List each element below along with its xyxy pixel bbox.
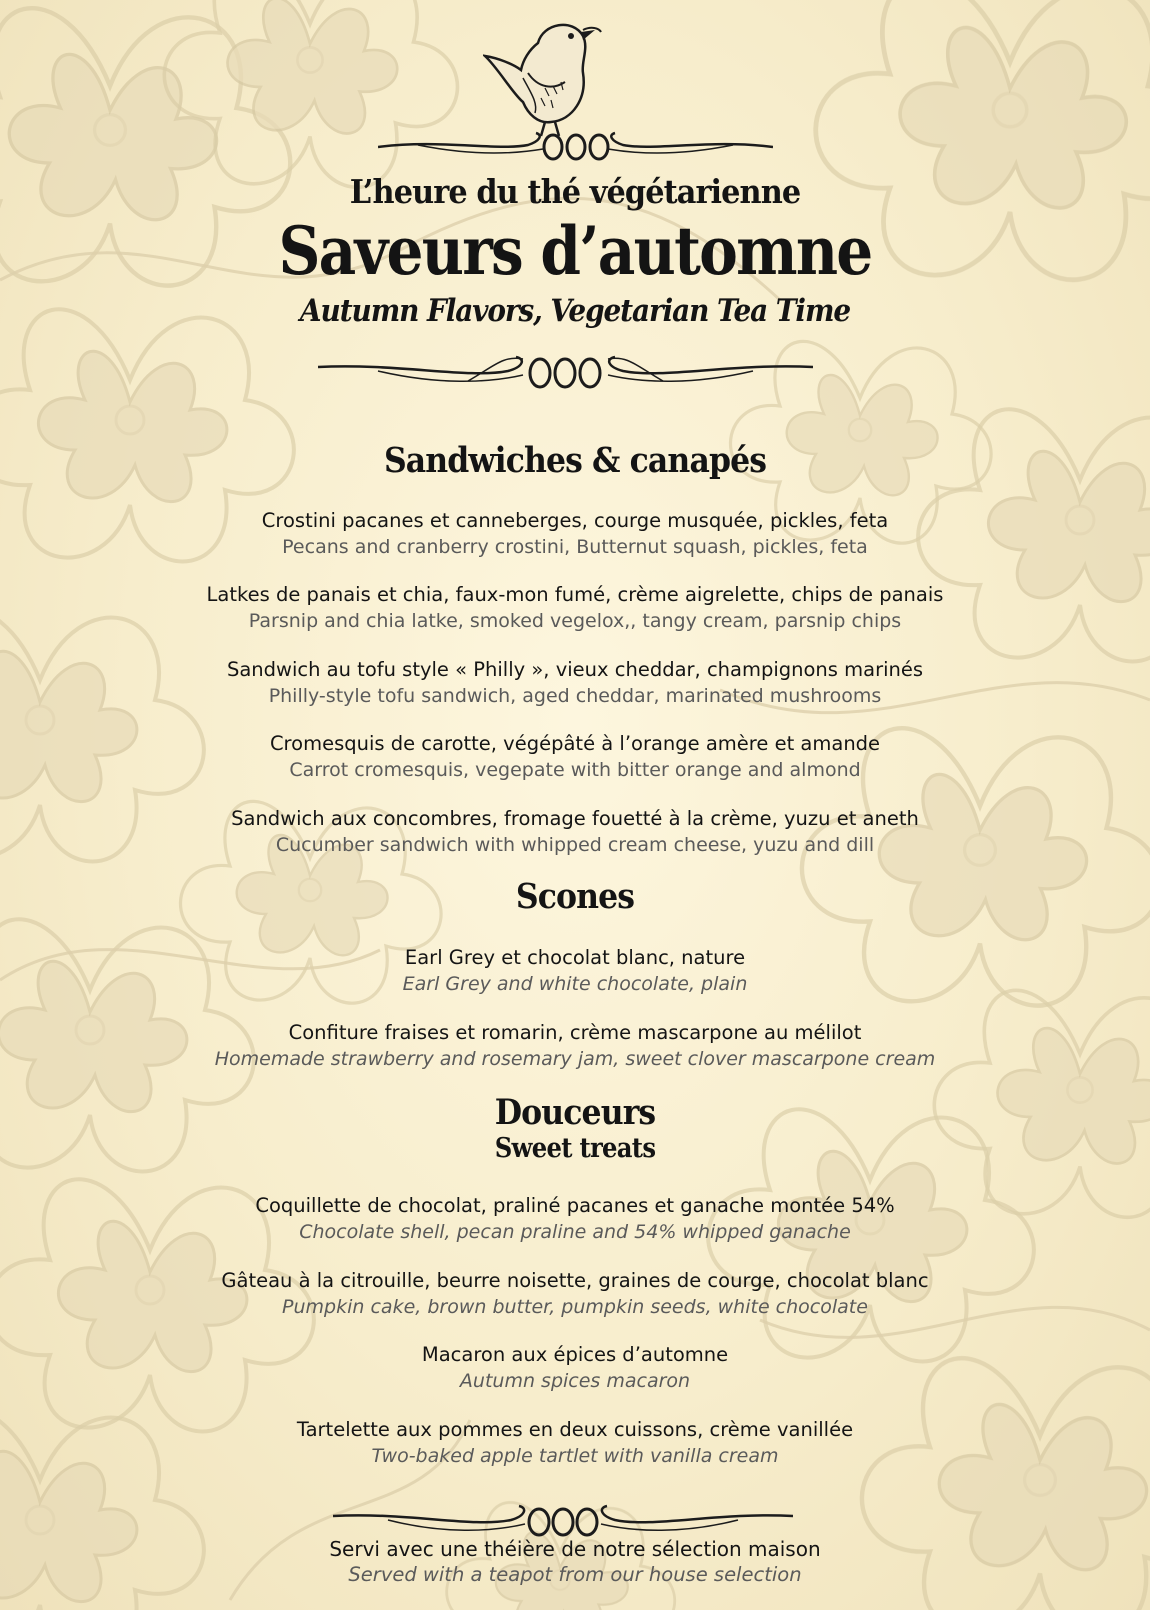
item-name-fr: Earl Grey et chocolat blanc, nature <box>404 946 746 969</box>
item-name-fr: Macaron aux épices d’automne <box>421 1343 729 1366</box>
menu-item <box>0 945 1150 1001</box>
item-name-fr: Crostini pacanes et canneberges, courge musquée, pickles, feta <box>261 509 889 532</box>
item-name-en: Parsnip and chia latke, smoked vegelox,, tangy cream, parsnip chips <box>248 610 902 632</box>
item-name-fr: Coquillette de chocolat, praliné pacanes et ganache montée 54% <box>255 1194 895 1217</box>
menu-item <box>0 508 1150 564</box>
item-name-en: Pecans and cranberry crostini, Butternut squash, pickles, feta <box>282 536 868 558</box>
item-name-en: Pumpkin cake, brown butter, pumpkin seeds, white chocolate <box>282 1296 868 1318</box>
menu-item <box>0 1417 1150 1473</box>
menu-item <box>0 1193 1150 1249</box>
section-title-scones: Scones <box>515 876 635 917</box>
menu-item <box>0 657 1150 713</box>
menu-item <box>0 1268 1150 1324</box>
footer-note <box>0 1536 1150 1592</box>
footer-fr: Servi avec une théière de notre sélection maison <box>329 1537 821 1561</box>
item-name-en: Philly-style tofu sandwich, aged cheddar, marinated mushrooms <box>268 685 882 707</box>
menu-item <box>0 806 1150 862</box>
item-name-fr: Latkes de panais et chia, faux-mon fumé, crème aigrelette, chips de panais <box>206 583 944 606</box>
item-name-fr: Confiture fraises et romarin, crème mascarpone au mélilot <box>288 1021 862 1044</box>
page-title: Saveurs d’automne <box>278 212 872 290</box>
item-name-fr: Gâteau à la citrouille, beurre noisette, graines de courge, chocolat blanc <box>221 1269 929 1292</box>
menu-item <box>0 1342 1150 1398</box>
item-name-fr: Tartelette aux pommes en deux cuissons, crème vanillée <box>296 1418 854 1441</box>
section-title-sandwiches: Sandwiches & canapés <box>383 440 767 481</box>
section-title-douceurs: Douceurs <box>494 1092 656 1133</box>
pre-title: L’heure du thé végétarienne <box>349 172 801 211</box>
item-name-en: Earl Grey and white chocolate, plain <box>402 973 748 995</box>
item-name-en: Carrot cromesquis, vegepate with bitter orange and almond <box>289 759 861 781</box>
menu-item <box>0 582 1150 638</box>
footer-en: Served with a teapot from our house selection <box>348 1563 802 1586</box>
menu-item <box>0 1020 1150 1076</box>
ornament-divider-top <box>378 125 773 165</box>
section-subtitle-sweet-treats: Sweet treats <box>494 1133 656 1164</box>
item-name-en: Cucumber sandwich with whipped cream cheese, yuzu and dill <box>275 834 875 856</box>
item-name-en: Two-baked apple tartlet with vanilla cream <box>371 1445 779 1467</box>
menu-item <box>0 731 1150 787</box>
item-name-fr: Cromesquis de carotte, végépâté à l’orange amère et amande <box>269 732 881 755</box>
ornament-divider-middle <box>318 345 813 395</box>
item-name-en: Chocolate shell, pecan praline and 54% whipped ganache <box>299 1221 851 1243</box>
bird-icon <box>483 18 613 138</box>
item-name-fr: Sandwich au tofu style « Philly », vieux cheddar, champignons marinés <box>226 658 924 681</box>
item-name-en: Homemade strawberry and rosemary jam, sweet clover mascarpone cream <box>214 1048 936 1070</box>
item-name-en: Autumn spices macaron <box>459 1370 691 1392</box>
item-name-fr: Sandwich aux concombres, fromage fouetté à la crème, yuzu et aneth <box>231 807 919 830</box>
page-subtitle: Autumn Flavors, Vegetarian Tea Time <box>299 293 851 329</box>
